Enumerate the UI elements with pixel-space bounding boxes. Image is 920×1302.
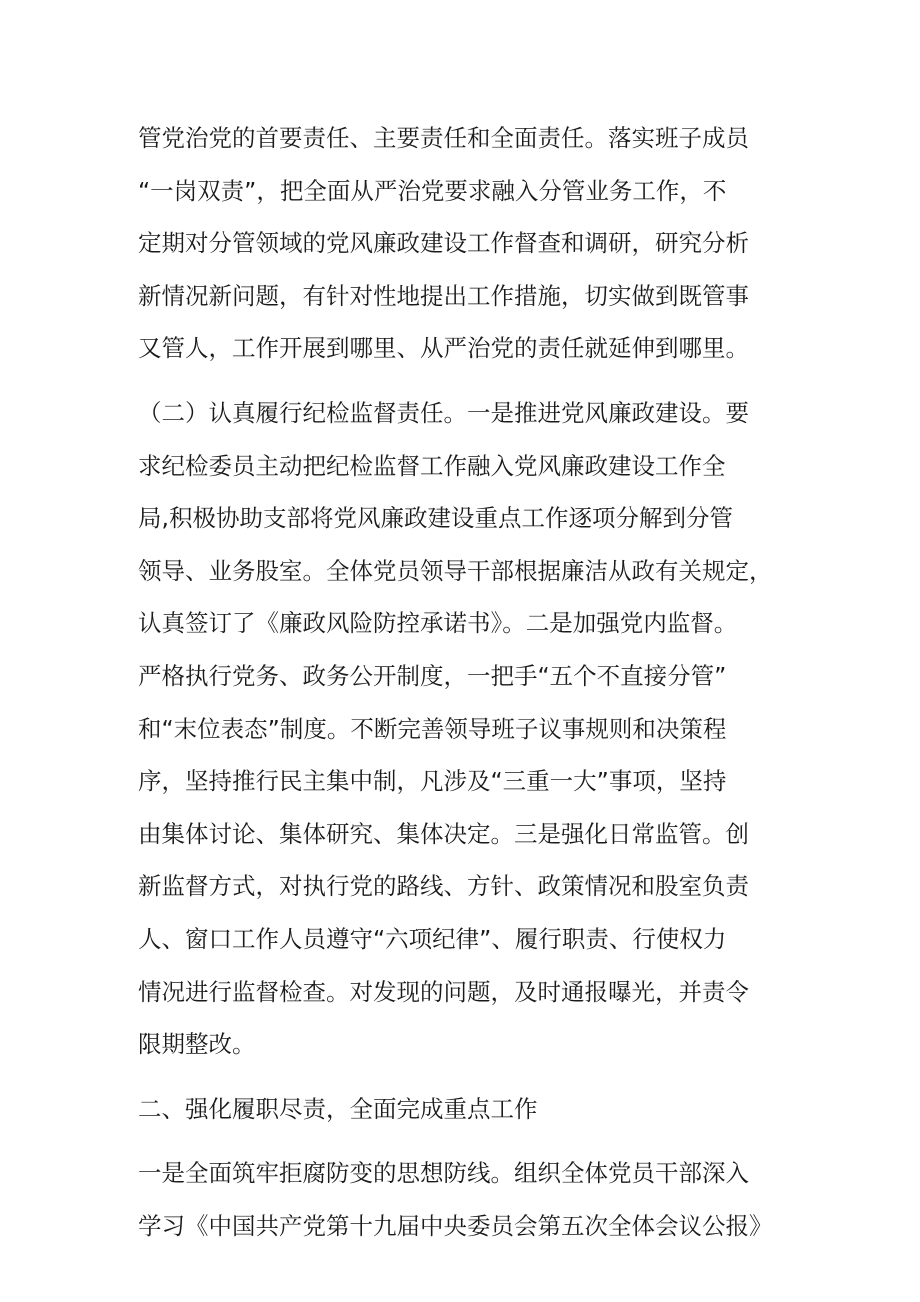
- text-line: 学习《中国共产党第十九届中央委员会第五次全体会议公报》: [138, 1211, 773, 1240]
- paragraph-gap: [138, 1071, 788, 1083]
- text-line: 求纪检委员主动把纪检监督工作融入党风廉政建设工作全: [138, 451, 726, 480]
- paragraph-ideological-defense: [138, 1147, 788, 1252]
- text-line: 领导、业务股室。全体党员领导干部根据廉洁从政有关规定，: [138, 556, 773, 585]
- text-line: 一是全面筑牢拒腐防变的思想防线。组织全体党员干部深入: [138, 1159, 749, 1188]
- text-line: 人、窗口工作人员遵守“六项纪律”、履行职责、行使权力: [138, 924, 727, 953]
- text-line: 定期对分管领域的党风廉政建设工作督查和调研，研究分析: [138, 229, 749, 258]
- section-heading: [138, 1083, 788, 1136]
- text-line: 又管人，工作开展到哪里、从严治党的责任就延伸到哪里。: [138, 334, 749, 363]
- document-body: [138, 112, 788, 1252]
- text-line: 情况进行监督检查。对发现的问题，及时通报曝光，并责令: [138, 977, 749, 1006]
- text-line: 管党治党的首要责任、主要责任和全面责任。落实班子成员: [138, 124, 749, 152]
- text-line: 严格执行党务、政务公开制度，一把手“五个不直接分管”: [138, 661, 727, 690]
- text-line: 局,积极协助支部将党风廉政建设重点工作逐项分解到分管: [138, 504, 733, 533]
- text-line: 由集体讨论、集体研究、集体决定。三是强化日常监管。创: [138, 819, 749, 848]
- text-line: （二）认真履行纪检监督责任。一是推进党风廉政建设。要: [138, 398, 749, 427]
- paragraph-supervision: [138, 387, 788, 1071]
- paragraph-responsibility: [138, 112, 788, 375]
- text-line: 新监督方式，对执行党的路线、方针、政策情况和股室负责: [138, 872, 749, 901]
- paragraph-gap: [138, 1135, 788, 1147]
- text-line: 认真签订了《廉政风险防控承诺书》。二是加强党内监督。: [138, 609, 738, 638]
- text-line: 和“末位表态”制度。不断完善领导班子议事规则和决策程: [138, 714, 727, 743]
- text-line: 限期整改。: [138, 1030, 256, 1059]
- text-line: “一岗双责”，把全面从严治党要求融入分管业务工作，不: [138, 176, 727, 205]
- text-line: 新情况新问题，有针对性地提出工作措施，切实做到既管事: [138, 281, 749, 310]
- paragraph-gap: [138, 375, 788, 387]
- text-line: 序，坚持推行民主集中制，凡涉及“三重一大”事项，坚持: [138, 767, 727, 796]
- heading-line: 二、强化履职尽责，全面完成重点工作: [138, 1094, 538, 1123]
